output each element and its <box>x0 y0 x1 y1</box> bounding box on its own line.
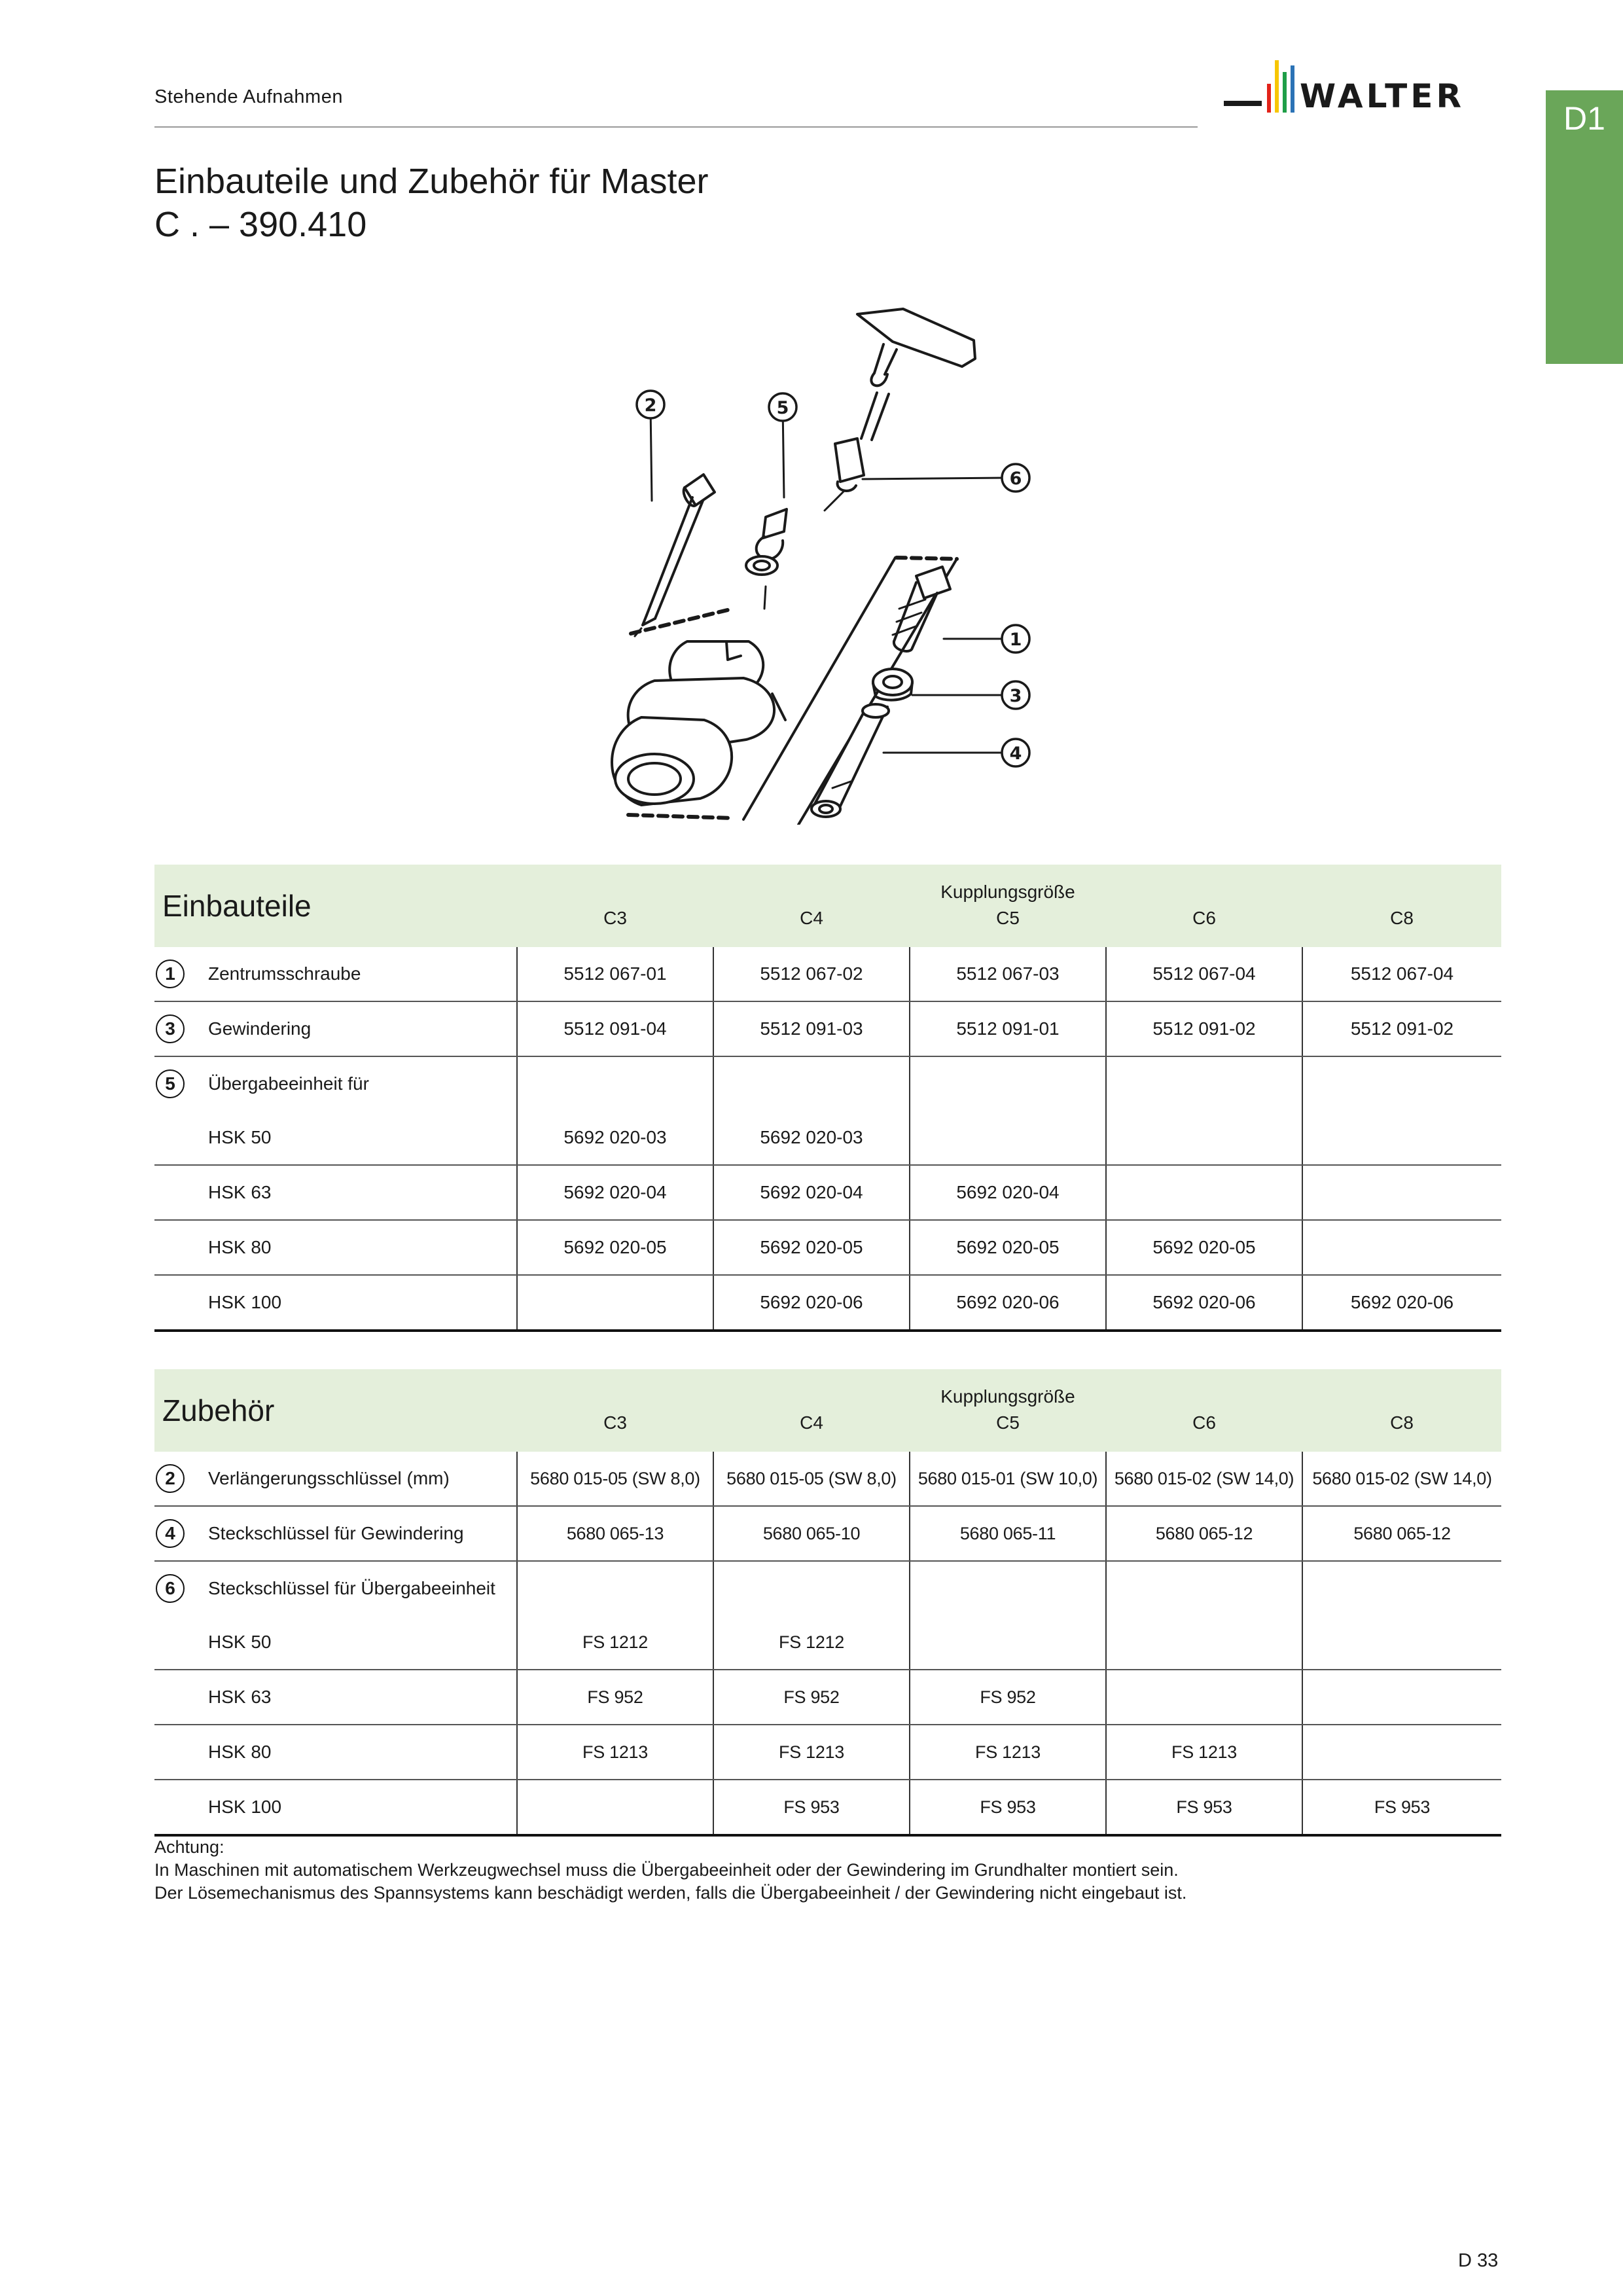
table-cell <box>1302 1220 1501 1275</box>
table-row <box>154 1001 1501 1056</box>
row-label: HSK 63 <box>154 1165 517 1220</box>
table-cell <box>1302 1111 1501 1165</box>
table-row <box>154 1056 1501 1111</box>
table-cell: 5512 091-02 <box>1106 1001 1302 1056</box>
table-cell: 5692 020-05 <box>713 1220 910 1275</box>
table-cell: 5692 020-03 <box>517 1111 713 1165</box>
row-label: Steckschlüssel für Gewindering <box>208 1523 464 1543</box>
table-cell: 5680 065-12 <box>1106 1506 1302 1561</box>
table-row <box>154 1275 1501 1331</box>
table-cell <box>1106 1165 1302 1220</box>
table-row <box>154 1670 1501 1725</box>
size-header: C5 <box>910 1410 1106 1452</box>
table-cell <box>517 1780 713 1835</box>
row-label: HSK 80 <box>154 1725 517 1780</box>
table-cell: 5512 067-01 <box>517 947 713 1001</box>
table-cell: 5692 020-06 <box>910 1275 1106 1331</box>
table-cell: 5680 065-12 <box>1302 1506 1501 1561</box>
table-cell: 5692 020-05 <box>910 1220 1106 1275</box>
table-cell <box>1106 1561 1302 1615</box>
chapter-tab[interactable] <box>1546 90 1623 364</box>
table-row <box>154 1780 1501 1835</box>
table-row <box>154 947 1501 1001</box>
section-label: Stehende Aufnahmen <box>154 86 343 107</box>
row-label: HSK 100 <box>154 1780 517 1835</box>
callout-5: 5 <box>776 398 789 418</box>
zubehoer-table <box>154 1369 1501 1837</box>
table-cell <box>713 1561 910 1615</box>
table-cell <box>1302 1561 1501 1615</box>
row-label: Übergabeeinheit für <box>208 1073 369 1094</box>
table-row <box>154 1506 1501 1561</box>
size-header: C5 <box>910 905 1106 947</box>
note-heading: Achtung: <box>154 1837 224 1857</box>
einbauteile-title: Einbauteile <box>154 865 517 947</box>
table-row <box>154 1452 1501 1506</box>
item-number-badge: 4 <box>156 1519 185 1548</box>
table-cell: FS 952 <box>517 1670 713 1725</box>
table-cell <box>1302 1615 1501 1670</box>
row-label: Verlängerungsschlüssel (mm) <box>208 1468 450 1488</box>
size-header: C4 <box>713 905 910 947</box>
table-cell: 5692 020-03 <box>713 1111 910 1165</box>
table-cell: 5680 015-05 (SW 8,0) <box>713 1452 910 1506</box>
table-cell: FS 953 <box>1106 1780 1302 1835</box>
table-cell <box>1302 1725 1501 1780</box>
table-cell: 5680 015-02 (SW 14,0) <box>1106 1452 1302 1506</box>
item-number-badge: 3 <box>156 1014 185 1043</box>
size-header: C3 <box>517 1410 713 1452</box>
table-cell: 5680 015-01 (SW 10,0) <box>910 1452 1106 1506</box>
table-cell: 5512 091-03 <box>713 1001 910 1056</box>
table-cell: FS 1213 <box>517 1725 713 1780</box>
table-cell <box>517 1056 713 1111</box>
table-cell: 5512 091-01 <box>910 1001 1106 1056</box>
table-cell: 5692 020-06 <box>1106 1275 1302 1331</box>
chapter-tab-label: D1 <box>1563 100 1605 137</box>
walter-logo <box>1224 58 1505 131</box>
callout-4: 4 <box>1009 744 1022 764</box>
table-cell <box>910 1615 1106 1670</box>
table-cell <box>517 1561 713 1615</box>
header-divider <box>154 126 1198 128</box>
table-cell: FS 1212 <box>517 1615 713 1670</box>
table-cell: 5680 065-13 <box>517 1506 713 1561</box>
table-cell: 5692 020-05 <box>517 1220 713 1275</box>
table-row <box>154 1165 1501 1220</box>
size-header: C3 <box>517 905 713 947</box>
table-cell: FS 1213 <box>713 1725 910 1780</box>
table-cell: 5692 020-04 <box>517 1165 713 1220</box>
note-line: Der Lösemechanismus des Spannsystems kann beschädigt werden, falls die Übergabeeinheit / der Gewindering nicht eingebaut ist. <box>154 1883 1187 1903</box>
kupplungsgroesse-label: Kupplungsgröße <box>910 1369 1106 1410</box>
brand-wordmark: WALTER <box>1300 77 1465 115</box>
page-number: D 33 <box>1458 2250 1499 2271</box>
table-cell <box>1106 1615 1302 1670</box>
table-row <box>154 1725 1501 1780</box>
einbauteile-header-row-1 <box>154 865 1501 905</box>
item-number-badge: 6 <box>156 1574 185 1603</box>
callout-2: 2 <box>644 395 657 416</box>
table-cell <box>1106 1111 1302 1165</box>
row-label: HSK 80 <box>154 1220 517 1275</box>
size-header: C4 <box>713 1410 910 1452</box>
row-label: HSK 63 <box>154 1670 517 1725</box>
table-cell <box>713 1056 910 1111</box>
callout-1: 1 <box>1009 630 1022 650</box>
table-row <box>154 1111 1501 1165</box>
row-label: Zentrumsschraube <box>208 963 361 984</box>
exploded-assembly-illustration <box>576 301 1060 825</box>
table-cell <box>517 1275 713 1331</box>
table-cell: 5680 065-10 <box>713 1506 910 1561</box>
table-cell <box>910 1111 1106 1165</box>
table-cell: 5692 020-04 <box>910 1165 1106 1220</box>
table-cell: 5512 067-04 <box>1106 947 1302 1001</box>
table-row <box>154 1220 1501 1275</box>
row-label: Steckschlüssel für Übergabeeinheit <box>208 1578 495 1598</box>
table-cell: FS 953 <box>713 1780 910 1835</box>
item-number-badge: 1 <box>156 960 185 988</box>
table-cell <box>1106 1056 1302 1111</box>
size-header: C6 <box>1106 1410 1302 1452</box>
table-cell: 5512 067-02 <box>713 947 910 1001</box>
warning-note <box>154 1836 1186 1905</box>
table-row <box>154 1561 1501 1615</box>
table-cell: FS 953 <box>910 1780 1106 1835</box>
table-row <box>154 1615 1501 1670</box>
table-cell: FS 1212 <box>713 1615 910 1670</box>
table-cell: 5692 020-06 <box>713 1275 910 1331</box>
table-cell <box>910 1561 1106 1615</box>
item-number-badge: 5 <box>156 1069 185 1098</box>
table-cell: 5512 067-04 <box>1302 947 1501 1001</box>
zubehoer-header-row-1 <box>154 1369 1501 1410</box>
table-cell <box>1302 1670 1501 1725</box>
table-cell: FS 953 <box>1302 1780 1501 1835</box>
size-header: C6 <box>1106 905 1302 947</box>
table-cell: FS 952 <box>713 1670 910 1725</box>
page-title-line-2: C . – 390.410 <box>154 205 367 244</box>
table-cell: 5680 065-11 <box>910 1506 1106 1561</box>
table-cell: 5692 020-06 <box>1302 1275 1501 1331</box>
size-header: C8 <box>1302 1410 1501 1452</box>
table-cell: 5512 067-03 <box>910 947 1106 1001</box>
table-cell: FS 952 <box>910 1670 1106 1725</box>
table-cell <box>910 1056 1106 1111</box>
table-cell: FS 1213 <box>910 1725 1106 1780</box>
page-title-line-1: Einbauteile und Zubehör für Master <box>154 162 709 201</box>
note-line: In Maschinen mit automatischem Werkzeugwechsel muss die Übergabeeinheit oder der Gewindering im Grundhalter montiert sein. <box>154 1860 1179 1880</box>
table-cell: 5680 015-02 (SW 14,0) <box>1302 1452 1501 1506</box>
table-cell <box>1302 1056 1501 1111</box>
table-cell: FS 1213 <box>1106 1725 1302 1780</box>
table-cell: 5512 091-04 <box>517 1001 713 1056</box>
row-label: HSK 50 <box>154 1615 517 1670</box>
row-label: HSK 100 <box>154 1275 517 1331</box>
row-label: HSK 50 <box>154 1111 517 1165</box>
item-number-badge: 2 <box>156 1464 185 1493</box>
table-cell <box>1106 1670 1302 1725</box>
row-label: Gewindering <box>208 1018 312 1039</box>
kupplungsgroesse-label: Kupplungsgröße <box>910 865 1106 905</box>
table-cell <box>1302 1165 1501 1220</box>
table-cell: 5692 020-04 <box>713 1165 910 1220</box>
table-cell: 5692 020-05 <box>1106 1220 1302 1275</box>
zubehoer-title: Zubehör <box>154 1369 517 1452</box>
table-cell: 5680 015-05 (SW 8,0) <box>517 1452 713 1506</box>
table-cell: 5512 091-02 <box>1302 1001 1501 1056</box>
page-title <box>154 160 709 246</box>
callout-6: 6 <box>1009 469 1022 489</box>
einbauteile-table <box>154 865 1501 1332</box>
size-header: C8 <box>1302 905 1501 947</box>
callout-3: 3 <box>1009 686 1022 706</box>
